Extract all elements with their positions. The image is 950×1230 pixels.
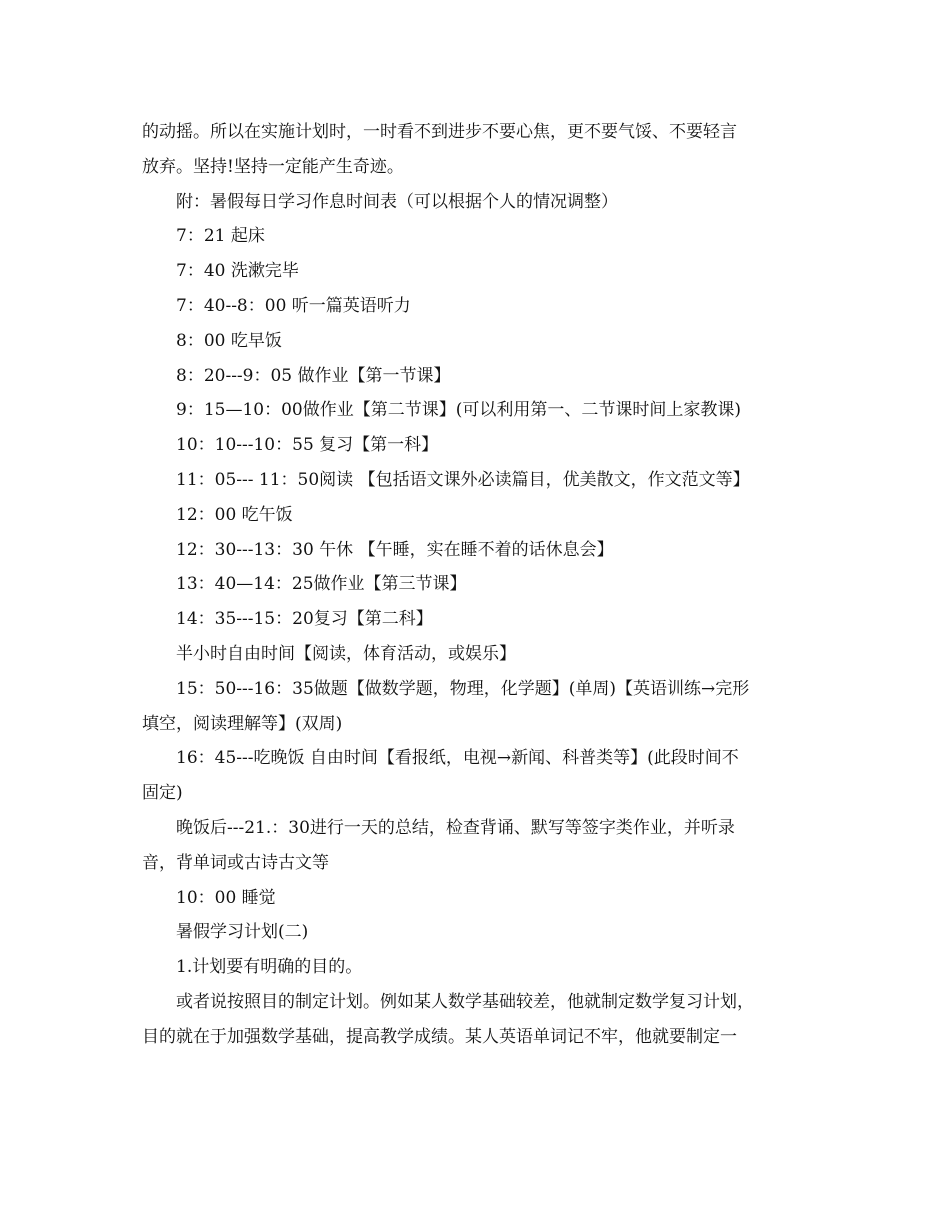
- schedule-item: 14：35---15：20复习【第二科】: [176, 609, 433, 630]
- text-line: 放弃。坚持!坚持一定能产生奇迹。: [142, 156, 404, 177]
- schedule-item: 12：00 吃午饭: [176, 504, 293, 525]
- numbered-point: 1.计划要有明确的目的。: [176, 957, 363, 978]
- schedule-item: 15：50---16：35做题【做数学题，物理，化学题】(单周)【英语训练→完形: [176, 678, 750, 699]
- schedule-item: 13：40—14：25做作业【第三节课】: [176, 574, 467, 595]
- schedule-item: 晚饭后---21.：30进行一天的总结，检查背诵、默写等签字类作业，并听录: [176, 817, 735, 838]
- document-body: [142, 115, 810, 1055]
- text-line: 的动摇。所以在实施计划时，一时看不到进步不要心焦，更不要气馁、不要轻言: [142, 122, 737, 142]
- schedule-item: 7：40 洗漱完毕: [176, 261, 299, 282]
- text-line: 固定): [142, 783, 183, 804]
- schedule-item: 8：20---9：05 做作业【第一节课】: [176, 365, 451, 386]
- schedule-item: 7：21 起床: [176, 226, 265, 247]
- schedule-item: 12：30---13：30 午休 【午睡，实在睡不着的话休息会】: [176, 539, 614, 560]
- paragraph-line: 或者说按照目的制定计划。例如某人数学基础较差，他就制定数学复习计划，: [176, 991, 754, 1012]
- schedule-item: 7：40--8：00 听一篇英语听力: [176, 295, 411, 316]
- schedule-item: 9：15—10：00做作业【第二节课】(可以利用第一、二节课时间上家教课): [176, 400, 741, 421]
- schedule-item: 8：00 吃早饭: [176, 330, 282, 351]
- schedule-item: 16：45---吃晚饭 自由时间【看报纸，电视→新闻、科普类等】(此段时间不: [176, 748, 739, 769]
- schedule-item: 10：00 睡觉: [176, 887, 276, 908]
- schedule-heading: 附：暑假每日学习作息时间表（可以根据个人的情况调整）: [176, 191, 618, 212]
- text-line: 填空，阅读理解等】(双周): [142, 713, 343, 734]
- schedule-item: 10：10---10：55 复习【第一科】: [176, 435, 439, 456]
- schedule-item: 11：05--- 11：50阅读 【包括语文课外必读篇目，优美散文，作文范文等】: [176, 469, 750, 490]
- schedule-item: 半小时自由时间【阅读，体育活动，或娱乐】: [176, 643, 516, 664]
- section-heading: 暑假学习计划(二): [176, 922, 309, 943]
- text-line: 音，背单词或古诗古文等: [142, 852, 329, 873]
- paragraph-line: 目的就在于加强数学基础，提高教学成绩。某人英语单词记不牢，他就要制定一: [142, 1026, 737, 1047]
